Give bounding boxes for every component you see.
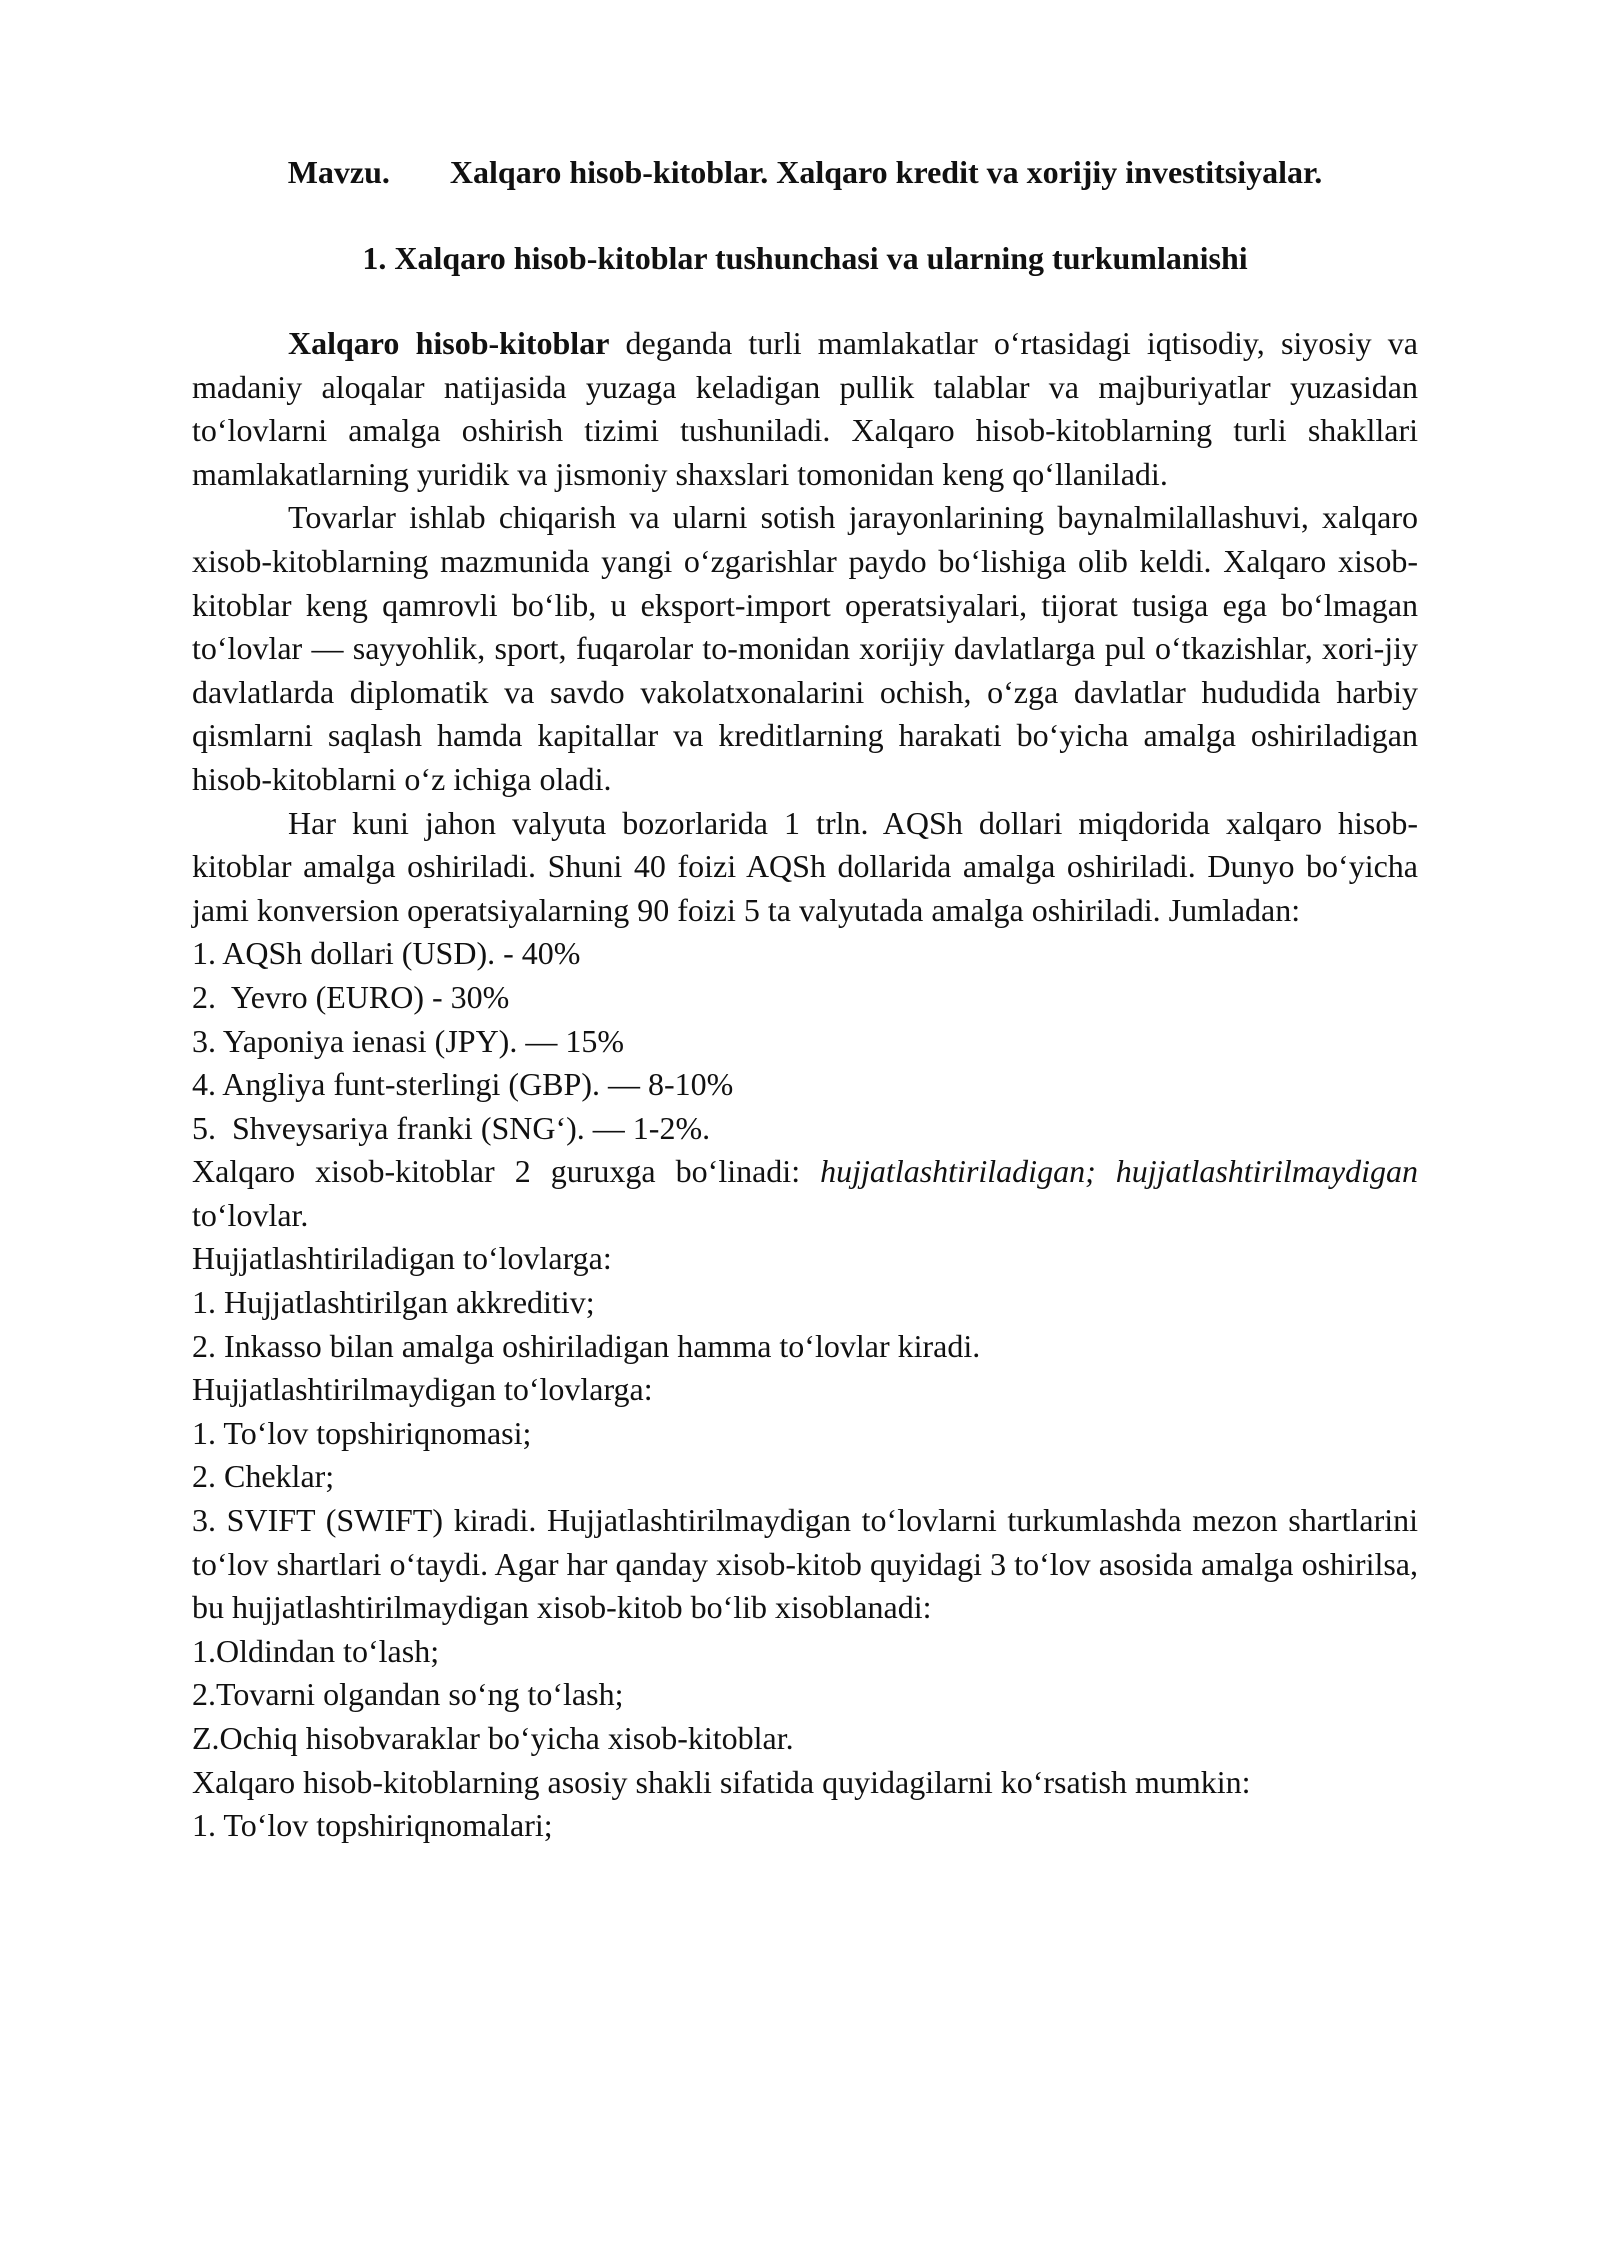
list-item: 1. To‘lov topshiriqnomasi; <box>192 1414 532 1451</box>
list-item: 1. To‘lov topshiriqnomalari; <box>192 1807 553 1844</box>
paragraph-definition <box>192 322 1418 496</box>
definition-text: deganda turli mamlakatlar o‘rtasidagi iqtisodiy, siyosiy va madaniy aloqalar natijasida yuzaga keladigan pullik talablar va majburiyatlar yuzasidan to‘lovlarni amalga oshirish tizimi tushuniladi. Xalqaro hisob-kitoblarning turli shakllari mamlakatlarning yuridik va jismoniy shaxslari tomonidan keng qo‘llaniladi. <box>192 325 1419 492</box>
groups-italic: hujjatlashtiriladigan; hujjatlashtirilmaydigan <box>820 1153 1419 1190</box>
list-item: 2. Inkasso bilan amalga oshiriladigan hamma to‘lovlar kiradi. <box>192 1327 981 1364</box>
title-label: Mavzu. <box>287 154 390 190</box>
document-page <box>192 150 1418 1848</box>
paragraph-groups <box>192 1150 1418 1237</box>
nondocumentary-list <box>192 1412 1418 1499</box>
nondocumentary-heading: Hujjatlashtirilmaydigan to‘lovlarga: <box>192 1371 653 1408</box>
list-item: 1.Oldindan to‘lash; <box>192 1632 440 1669</box>
list-item: 4. Angliya funt-sterlingi (GBP). — 8-10% <box>192 1066 734 1103</box>
list-item: 1. Hujjatlashtirilgan akkreditiv; <box>192 1284 595 1321</box>
list-item: 3. Yaponiya ienasi (JPY). — 15% <box>192 1022 624 1059</box>
section-heading: 1. Xalqaro hisob-kitoblar tushunchasi va ularning turkumlanishi <box>362 240 1248 276</box>
forms-list <box>192 1804 1418 1848</box>
title-text: Xalqaro hisob-kitoblar. Xalqaro kredit va xorijiy investitsiyalar. <box>449 154 1323 190</box>
groups-lead: Xalqaro xisob-kitoblar 2 guruxga bo‘linadi: <box>192 1153 821 1190</box>
documentary-heading: Hujjatlashtiriladigan to‘lovlarga: <box>192 1240 612 1277</box>
list-item: 2. Cheklar; <box>192 1458 335 1495</box>
list-item: 5. Shveysariya franki (SNG‘). — 1-2%. <box>192 1109 711 1146</box>
list-item: 1. AQSh dollari (USD). - 40% <box>192 935 581 972</box>
paragraph-volume: Har kuni jahon valyuta bozorlarida 1 trln. AQSh dollari miqdorida xalqaro hisob-kitoblar amalga oshiriladi. Shuni 40 foizi AQSh dollarida amalga oshiriladi. Dunyo bo‘yicha jami konversion operatsiyalarning 90 foizi 5 ta valyutada amalga oshiriladi. Jumladan: <box>192 804 1418 928</box>
paragraph-internationalization: Tovarlar ishlab chiqarish va ularni sotish jarayonlarining baynalmilallashuvi, xalqaro xisob-kitoblarning mazmunida yangi o‘zgarishlar paydo bo‘lishiga olib keldi. Xalqaro xisob-kitoblar keng qamrovli bo‘lib, u eksport-import operatsiyalari, tijorat tusiga ega bo‘lmagan to‘lovlar — sayyohlik, sport, fuqarolar to-monidan xorijiy davlatlarga pul o‘tkazishlar, xori-jiy davlatlarda diplomatik va savdo vakolatxonalarini ochish, o‘zga davlatlar hududida harbiy qismlarni saqlash hamda kapitallar va kreditlarning harakati bo‘yicha amalga oshiriladigan hisob-kitoblarni o‘z ichiga oladi. <box>192 499 1418 797</box>
page-title <box>192 150 1418 194</box>
groups-tail: to‘lovlar. <box>192 1196 309 1233</box>
documentary-list <box>192 1281 1418 1368</box>
paragraph-forms: Xalqaro hisob-kitoblarning asosiy shakli sifatida quyidagilarni ko‘rsatish mumkin: <box>192 1763 1251 1800</box>
list-item: Z.Ochiq hisobvaraklar bo‘yicha xisob-kitoblar. <box>192 1720 794 1756</box>
currency-list <box>192 932 1418 1150</box>
list-item: 2. Yevro (EURO) - 30% <box>192 978 510 1015</box>
term-bold: Xalqaro hisob-kitoblar <box>288 325 610 361</box>
paragraph-swift: 3. SVIFT (SWIFT) kiradi. Hujjatlashtirilmaydigan to‘lovlarni turkumlashda mezon shartlarini to‘lov shartlari o‘taydi. Agar har qanday xisob-kitob quyidagi 3 to‘lov asosida amalga oshirilsa, bu hujjatlashtirilmaydigan xisob-kitob bo‘lib xisoblanadi: <box>192 1502 1418 1626</box>
list-item: 2.Tovarni olgandan so‘ng to‘lash; <box>192 1676 624 1713</box>
payment-terms-list <box>192 1630 1418 1761</box>
